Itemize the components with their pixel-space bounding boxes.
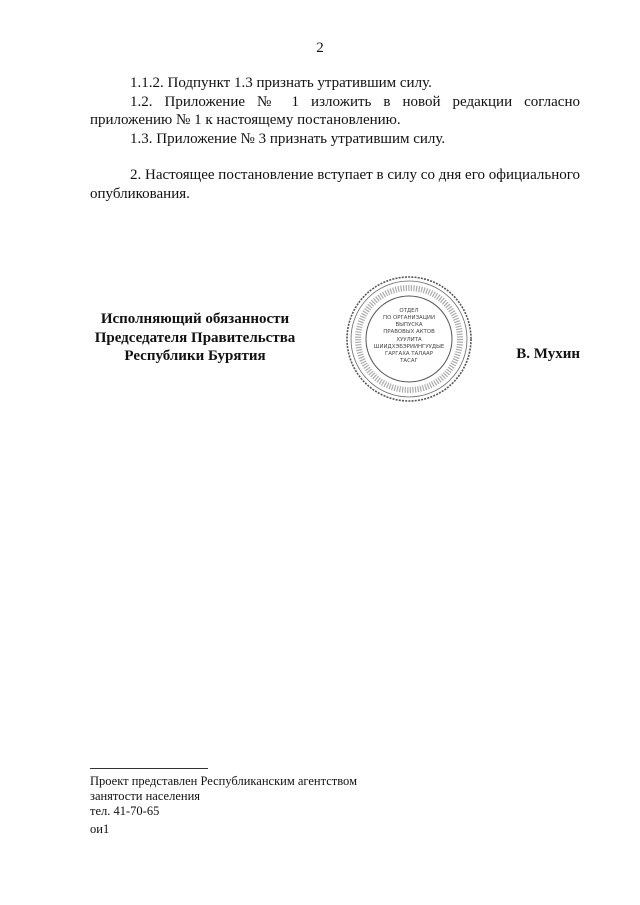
seal-line: ПО ОРГАНИЗАЦИИ [383,315,435,321]
signatory-name: В. Мухин [516,346,580,362]
footnote-line: занятости населения [90,789,201,803]
footnote-divider [90,768,208,769]
official-seal-stamp [344,274,474,404]
footnote-line: Проект представлен Республиканским агентством [90,774,357,788]
seal-line: ТАСАГ [400,358,418,364]
document-body [90,74,580,203]
document-code: ои1 [90,822,110,836]
seal-line: ОТДЕЛ [399,308,419,314]
footnote [90,774,490,819]
seal-line: ПРАВОВЫХ АКТОВ [383,329,435,335]
seal-line: ГАРГАХА ТАЛААР [385,351,433,357]
signatory-title-line: Исполняющий обязанности [100,311,290,327]
seal-line: ШИИДХЭБЭРИИНГУУДЫЕ [373,344,445,350]
signatory-title-line: Председателя Правительства [94,329,296,346]
signatory-title [85,310,305,366]
paragraph-1-3: 1.3. Приложение № 3 признать утратившим силу. [130,130,446,147]
signatory-title-line: Республики Бурятия [124,348,266,364]
paragraph-1-1-2: 1.1.2. Подпункт 1.3 признать утратившим силу. [130,75,432,91]
seal-line: ВЫПУСКА [395,322,423,328]
page-number: 2 [316,40,324,56]
paragraph-1-2: 1.2. Приложение № 1 изложить в новой редакции согласно приложению № 1 к настоящему постановлению. [90,93,580,128]
paragraph-2: 2. Настоящее постановление вступает в силу со дня его официального опубликования. [90,167,580,202]
seal-line: ХУУЛИТА [396,337,422,343]
footnote-line: тел. 41-70-65 [90,804,160,818]
